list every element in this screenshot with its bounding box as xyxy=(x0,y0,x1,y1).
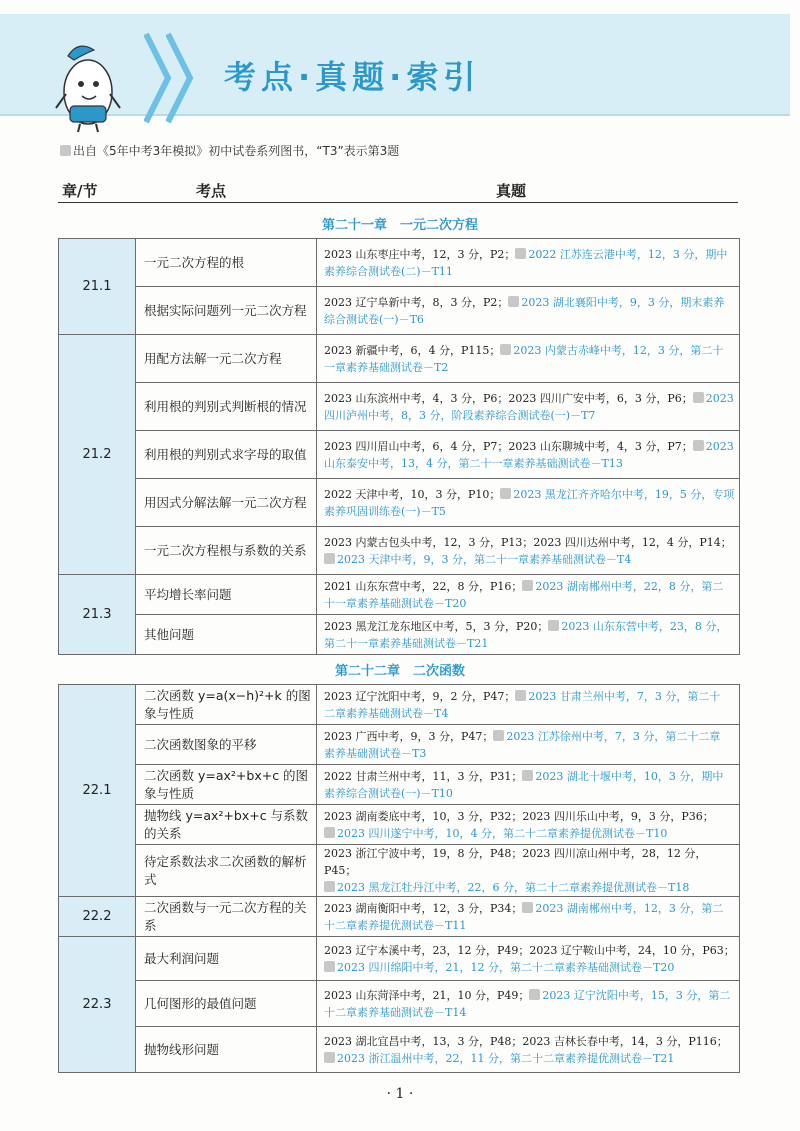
knowledge-point: 一元二次方程的根 xyxy=(136,239,317,287)
question-refs: 2023 辽宁沈阳中考，9，2 分，P47； 2023 甘肃兰州中考，7，3 分，第二十 二章素养基础测试卷－T4 xyxy=(317,685,740,725)
question-refs: 2023 新疆中考，6，4 分，P115； 2023 内蒙古赤峰中考，12，3 分，第二十 一章素养基础测试卷－T2 xyxy=(317,335,740,383)
knowledge-point: 抛物线形问题 xyxy=(136,1027,317,1073)
question-refs: 2023 山东滨州中考，4，3 分，P6；2023 四川广安中考，6，3 分，P6； 2023 四川泸州中考，8，3 分，阶段素养综合测试卷(一)－T7 xyxy=(317,383,740,431)
question-refs: 2023 黑龙江龙东地区中考，5，3 分，P20； 2023 山东东营中考，23，8 分， 第二十一章素养基础测试卷－T21 xyxy=(317,615,740,655)
source-tag-icon xyxy=(500,344,511,355)
section-number: 22.2 xyxy=(59,897,136,937)
source-tag-icon xyxy=(324,1052,335,1063)
knowledge-point: 二次函数 y=ax²+bx+c 的图象与性质 xyxy=(136,765,317,805)
question-refs: 2023 山东菏泽中考，21，10 分，P49； 2023 辽宁沈阳中考，15，3 分，第二 十二章素养基础测试卷－T14 xyxy=(317,981,740,1027)
question-refs: 2022 天津中考，10，3 分，P10； 2023 黑龙江齐齐哈尔中考，19，5 分，专项 素养巩固训练卷(一)－T5 xyxy=(317,479,740,527)
source-tag-icon xyxy=(693,440,704,451)
column-header-point: 考点 xyxy=(196,182,227,200)
section-number: 21.2 xyxy=(59,335,136,575)
chapter-title: 第二十一章 一元二次方程 xyxy=(321,218,478,233)
source-tag-icon xyxy=(324,961,335,972)
source-tag-icon xyxy=(324,827,335,838)
question-refs: 2023 湖南衡阳中考，12，3 分，P34； 2023 湖南郴州中考，12，3 分，第二 十二章素养提优测试卷－T11 xyxy=(317,897,740,937)
knowledge-point: 几何图形的最值问题 xyxy=(136,981,317,1027)
source-note xyxy=(60,142,399,159)
knowledge-point: 利用根的判别式求字母的取值 xyxy=(136,431,317,479)
header-banner xyxy=(0,14,790,116)
question-refs: 2023 辽宁本溪中考，23，12 分，P49；2023 辽宁鞍山中考，24，10 分，P63； 2023 四川绵阳中考，21，12 分，第二十二章素养基础测试卷－T20 xyxy=(317,937,740,981)
question-refs: 2023 辽宁阜新中考，8，3 分，P2； 2023 湖北襄阳中考，9，3 分，期末素养 综合测试卷(一)－T6 xyxy=(317,287,740,335)
column-header-section: 章/节 xyxy=(62,182,98,200)
knowledge-point: 二次函数 y=a(x−h)²+k 的图象与性质 xyxy=(136,685,317,725)
question-refs: 2023 内蒙古包头中考，12，3 分，P13；2023 四川达州中考，12，4 分，P14； 2023 天津中考，9，3 分，第二十一章素养基础测试卷－T4 xyxy=(317,527,740,575)
knowledge-point: 利用根的判别式判断根的情况 xyxy=(136,383,317,431)
knowledge-point: 用配方法解一元二次方程 xyxy=(136,335,317,383)
knowledge-point: 用因式分解法解一元二次方程 xyxy=(136,479,317,527)
source-tag-icon xyxy=(522,770,533,781)
knowledge-point: 一元二次方程根与系数的关系 xyxy=(136,527,317,575)
header-divider xyxy=(58,202,738,203)
source-tag-icon xyxy=(515,690,526,701)
page-title: 考点·真题·索引 xyxy=(224,58,481,96)
knowledge-point: 根据实际问题列一元二次方程 xyxy=(136,287,317,335)
index-table xyxy=(58,684,740,1073)
source-tag-icon xyxy=(493,730,504,741)
knowledge-point: 其他问题 xyxy=(136,615,317,655)
question-refs: 2022 甘肃兰州中考，11，3 分，P31； 2023 湖北十堰中考，10，3 分，期中 素养综合测试卷(一)－T10 xyxy=(317,765,740,805)
knowledge-point: 待定系数法求二次函数的解析式 xyxy=(136,845,317,897)
knowledge-point: 最大利润问题 xyxy=(136,937,317,981)
page-number: · 1 · xyxy=(386,1086,414,1102)
source-tag-icon xyxy=(515,248,526,259)
section-number: 22.1 xyxy=(59,685,136,897)
source-tag-icon xyxy=(522,902,533,913)
chevron-decoration-icon xyxy=(166,32,196,124)
source-tag-icon xyxy=(324,881,335,892)
source-tag-icon xyxy=(529,989,540,1000)
source-tag-icon xyxy=(693,392,704,403)
question-refs: 2023 四川眉山中考，6，4 分，P7；2023 山东聊城中考，4，3 分，P7； 2023 山东泰安中考，13，4 分，第二十一章素养基础测试卷－T13 xyxy=(317,431,740,479)
chapter-title: 第二十二章 二次函数 xyxy=(334,664,465,679)
knowledge-point: 平均增长率问题 xyxy=(136,575,317,615)
source-tag-icon xyxy=(522,580,533,591)
section-number: 22.3 xyxy=(59,937,136,1073)
question-refs: 2021 山东东营中考，22，8 分，P16； 2023 湖南郴州中考，22，8 分，第二 十一章素养基础测试卷－T20 xyxy=(317,575,740,615)
section-number: 21.1 xyxy=(59,239,136,335)
source-tag-icon xyxy=(60,145,71,156)
section-number: 21.3 xyxy=(59,575,136,655)
mascot-icon xyxy=(48,34,128,134)
source-tag-icon xyxy=(324,553,335,564)
column-header-questions: 真题 xyxy=(496,182,527,200)
question-refs: 2023 山东枣庄中考，12，3 分，P2； 2022 江苏连云港中考，12，3 分，期中 素养综合测试卷(二)－T11 xyxy=(317,239,740,287)
question-refs: 2023 湖北宜昌中考，13，3 分，P48；2023 吉林长春中考，14，3 分，P116； 2023 浙江温州中考，22，11 分，第二十二章素养提优测试卷－T21 xyxy=(317,1027,740,1073)
question-refs: 2023 浙江宁波中考，19，8 分，P48；2023 四川凉山州中考，28，12 分，P45； 2023 黑龙江牡丹江中考，22，6 分，第二十二章素养提优测试卷－T18 xyxy=(317,845,740,897)
source-tag-icon xyxy=(548,620,559,631)
index-table xyxy=(58,238,740,655)
source-tag-icon xyxy=(508,296,519,307)
knowledge-point: 二次函数与一元二次方程的关系 xyxy=(136,897,317,937)
knowledge-point: 抛物线 y=ax²+bx+c 与系数的关系 xyxy=(136,805,317,845)
source-note-text: 出自《5年中考3年模拟》初中试卷系列图书，“T3”表示第3题 xyxy=(73,144,400,158)
question-refs: 2023 湖南娄底中考，10，3 分，P32；2023 四川乐山中考，9，3 分，P36； 2023 四川遂宁中考，10，4 分，第二十二章素养提优测试卷－T10 xyxy=(317,805,740,845)
knowledge-point: 二次函数图象的平移 xyxy=(136,725,317,765)
source-tag-icon xyxy=(500,488,511,499)
question-refs: 2023 广西中考，9，3 分，P47； 2023 江苏徐州中考，7，3 分，第二十二章 素养基础测试卷－T3 xyxy=(317,725,740,765)
